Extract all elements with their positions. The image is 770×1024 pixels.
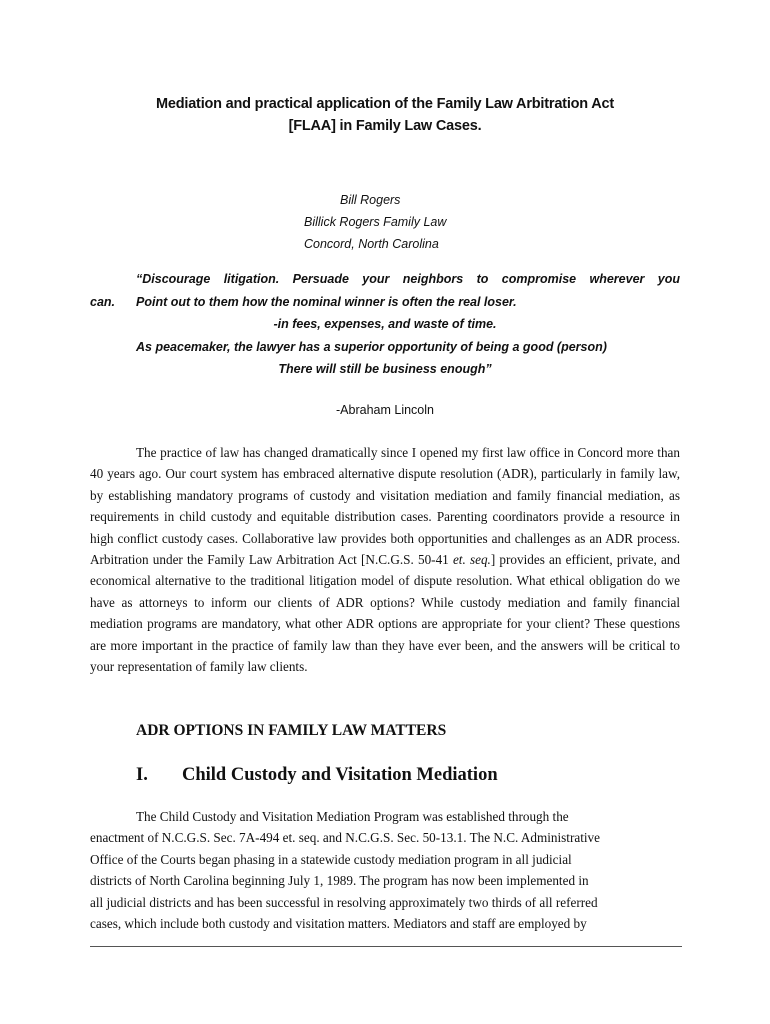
author-block bbox=[304, 189, 564, 255]
subsection-heading bbox=[136, 762, 676, 788]
section-heading: ADR OPTIONS IN FAMILY LAW MATTERS bbox=[136, 722, 447, 739]
quote-line-3: -in fees, expenses, and waste of time. bbox=[273, 317, 497, 331]
quote-attribution: -Abraham Lincoln bbox=[336, 403, 434, 417]
author-name: Bill Rogers bbox=[340, 193, 401, 207]
author-firm: Billick Rogers Family Law bbox=[304, 215, 447, 229]
quote-line-1: “Discourage litigation. Persuade your neighbors to compromise wherever you bbox=[136, 272, 680, 286]
quote-line-5: There will still be business enough” bbox=[278, 362, 492, 376]
custody-line: districts of North Carolina beginning July 1, 1989. The program has now been implemented in bbox=[90, 873, 589, 889]
custody-line: all judicial districts and has been successful in resolving approximately two thirds of all referred bbox=[90, 894, 598, 910]
title-line-2: [FLAA] in Family Law Cases. bbox=[288, 118, 482, 134]
custody-line: Office of the Courts began phasing in a statewide custody mediation program in all judicial bbox=[90, 851, 572, 867]
quote-line-4: As peacemaker, the lawyer has a superior opportunity of being a good (person) bbox=[136, 339, 607, 354]
custody-line: enactment of N.C.G.S. Sec. 7A-494 et. seq. and N.C.G.S. Sec. 50-13.1. The N.C. Administrative bbox=[90, 830, 600, 846]
footer-divider bbox=[90, 946, 682, 947]
intro-italic-citation: et. seq. bbox=[452, 552, 491, 568]
quote-line-2-text: Point out to them how the nominal winner is often the real loser. bbox=[136, 294, 517, 309]
quote-line-2 bbox=[90, 291, 680, 314]
custody-line: The Child Custody and Visitation Mediation Program was established through the bbox=[136, 809, 569, 824]
subsection-number: I. bbox=[136, 765, 148, 785]
epigraph-quote bbox=[90, 268, 680, 381]
author-location: Concord, North Carolina bbox=[304, 237, 439, 251]
intro-text-start: The practice of law has changed dramatically since I opened my first law office in Concord more than 40 years ago. Our court system has embraced alternative dispute resolution (ADR), particularly in family law, by establishing mandatory programs of custody and visitation mediation and family financial mediation, as requirements in child custody and equitable distribution cases. Parenting coordinators provide a resource in high conflict custody cases. Collaborative law provides both opportunities and challenges as an ADR process. Arbitration under the Family Law Arbitration Act [N.C.G.S. 50-41 bbox=[90, 445, 680, 568]
title-line-1: Mediation and practical application of the Family Law Arbitration Act bbox=[155, 96, 615, 112]
custody-line: cases, which include both custody and visitation matters. Mediators and staff are employed by bbox=[90, 916, 587, 932]
intro-text-end: ] provides an efficient, private, and economical alternative to the traditional litigation model of dispute resolution. What ethical obligation do we have as attorneys to inform our clients of ADR options? While custody mediation and family financial mediation programs are mandatory, what other ADR options are appropriate for your client? These questions are more important in the practice of family law than they have ever been, and the answers will be critical to your representation of family law clients. bbox=[90, 552, 680, 675]
custody-paragraph bbox=[90, 806, 680, 934]
document-title bbox=[90, 93, 680, 137]
subsection-title: Child Custody and Visitation Mediation bbox=[182, 765, 498, 785]
intro-paragraph bbox=[90, 442, 680, 677]
quote-line-2-lead: can. bbox=[90, 294, 116, 309]
